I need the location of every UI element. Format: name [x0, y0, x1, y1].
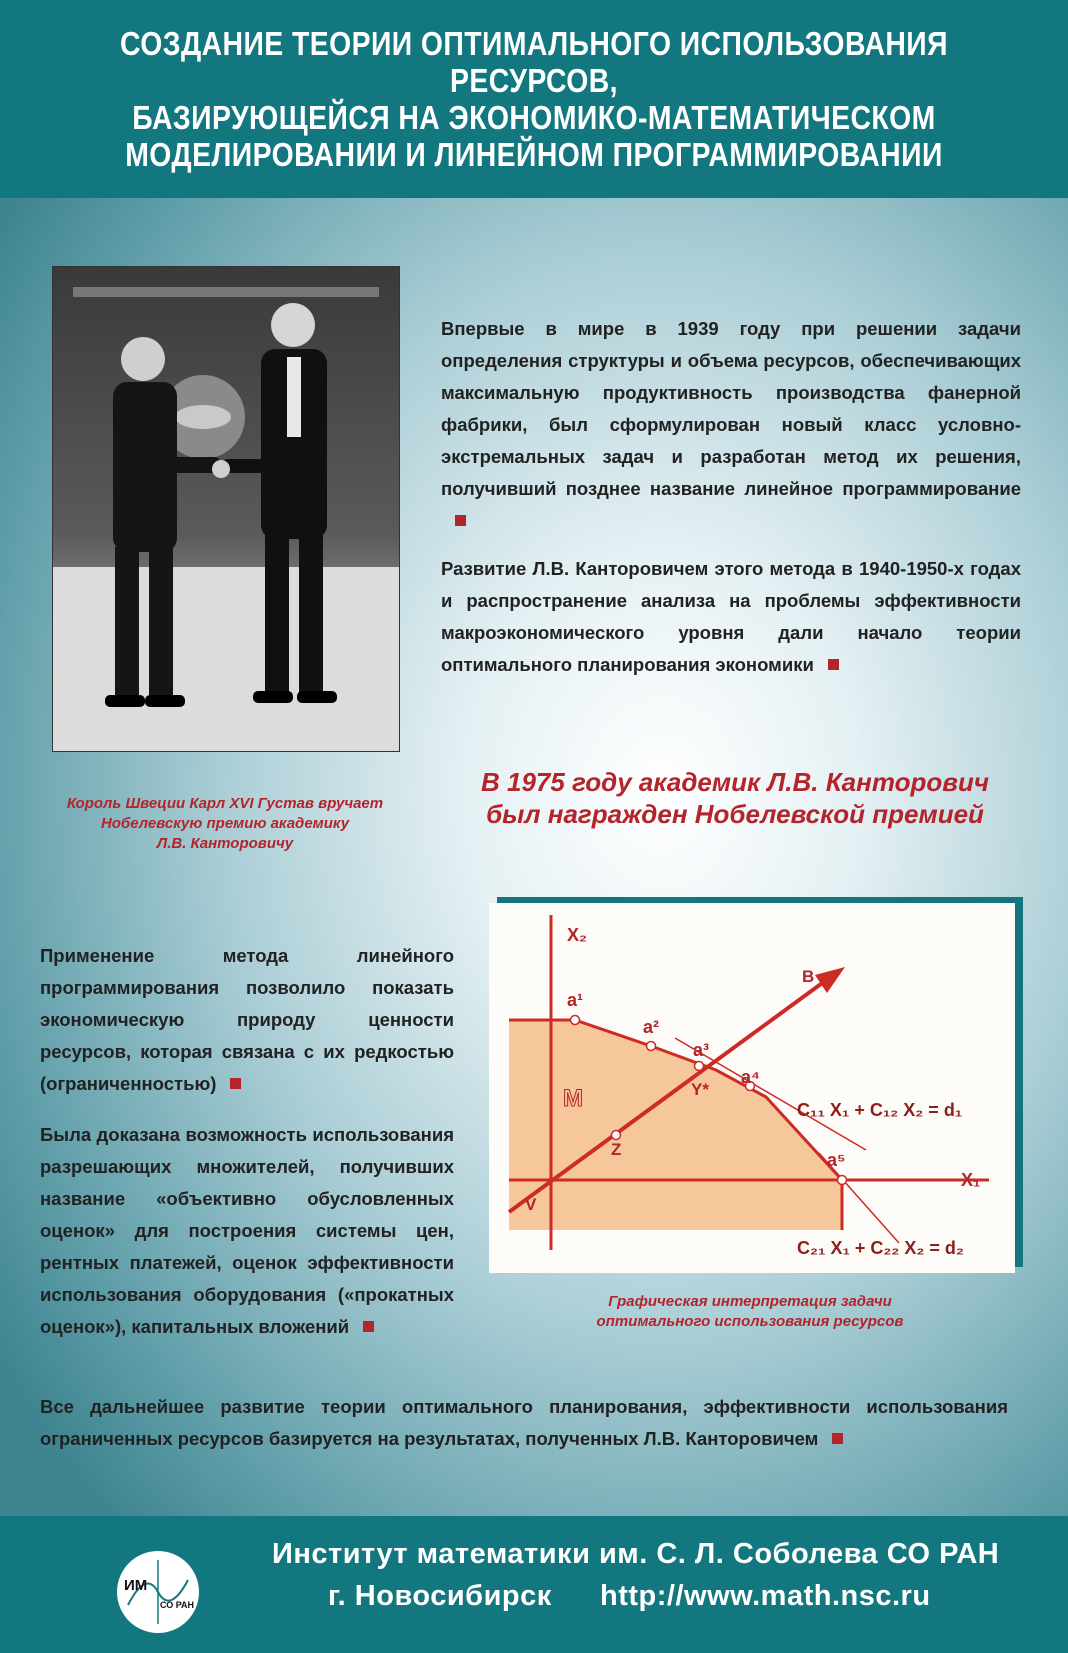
paragraph-linear-programming-origin [441, 313, 1021, 537]
page-title [75, 25, 993, 173]
logo-text-top: ИМ [124, 1577, 148, 1594]
paragraph-resolving-multipliers [40, 1119, 454, 1343]
vector-b-label: B [802, 967, 815, 986]
prize-line-1: В 1975 году академик Л.В. Канторович [480, 767, 989, 797]
arrowhead-icon [815, 967, 845, 993]
header-banner [0, 0, 1068, 198]
vertex-a5 [838, 1176, 847, 1185]
logo-text-bottom: СО РАН [160, 1600, 194, 1610]
bullet-square-icon [363, 1321, 374, 1332]
x1-axis-label: X₁ [961, 1170, 981, 1190]
equation-2: C₂₁ X₁ + C₂₂ X₂ = d₂ [797, 1238, 964, 1258]
photo-caption [40, 794, 410, 854]
v-label: V [525, 1195, 537, 1214]
equation-1: C₁₁ X₁ + C₁₂ X₂ = d₁ [797, 1100, 963, 1120]
lp-graph-panel [489, 903, 1015, 1273]
bullet-square-icon [230, 1078, 241, 1089]
vertex-a2 [647, 1042, 656, 1051]
paragraph-resource-value [40, 940, 454, 1100]
graph-caption-line-1: Графическая интерпретация задачи [608, 1293, 892, 1310]
a2-label: a² [643, 1017, 660, 1037]
paragraph-method-development [441, 553, 1021, 681]
graph-caption-line-2: оптимального использования ресурсов [596, 1313, 904, 1330]
a3-label: a³ [693, 1040, 710, 1060]
institute-url-link[interactable]: http://www.math.nsc.ru [600, 1580, 931, 1612]
m-region-label: M [563, 1085, 583, 1112]
photo-caption-line-1: Король Швеции Карл XVI Густав вручает [66, 795, 384, 812]
a1-label: a¹ [567, 990, 584, 1010]
x2-axis-label: X₂ [567, 925, 588, 945]
graph-caption [530, 1292, 970, 1332]
prize-line-2: был награжден Нобелевской премией [486, 799, 984, 829]
bullet-square-icon [828, 659, 839, 670]
footer-city: г. Новосибирск [328, 1580, 552, 1612]
paragraph-conclusion [40, 1391, 1008, 1455]
a5-label: a⁵ [827, 1150, 846, 1170]
a4-label: a⁴ [741, 1067, 760, 1087]
title-line-2: БАЗИРУЮЩЕЙСЯ НА ЭКОНОМИКО-МАТЕМАТИЧЕСКОМ [132, 99, 936, 136]
photo-caption-line-3: Л.В. Канторовичу [156, 835, 294, 852]
paragraph-2-text: Развитие Л.В. Канторовичем этого метода в 1940-1950-х годах и распространение анализа на проблемы эффективности макроэкономического уровня дали начало теории оптимального планирования экономики [441, 558, 1021, 675]
institute-name: Институт математики им. С. Л. Соболева СО РАН [272, 1538, 1000, 1570]
bullet-square-icon [455, 515, 466, 526]
nobel-prize-statement [430, 766, 1040, 830]
title-line-1: СОЗДАНИЕ ТЕОРИИ ОПТИМАЛЬНОГО ИСПОЛЬЗОВАНИЯ РЕСУРСОВ, [120, 25, 948, 99]
institute-logo [116, 1550, 200, 1634]
y-star-label: Y* [691, 1080, 709, 1099]
point-z [612, 1131, 621, 1140]
bullet-square-icon [832, 1433, 843, 1444]
vertex-a1 [571, 1016, 580, 1025]
vertex-a3 [695, 1062, 704, 1071]
paragraph-5-text: Все дальнейшее развитие теории оптимального планирования, эффективности использования ограниченных ресурсов базируется на результатах, полученных Л.В. Канторовичем [40, 1396, 1008, 1449]
paragraph-4-text: Была доказана возможность использования разрешающих множителей, получивших название «объективно обусловленных оценок» для построения системы цен, рентных платежей, оценок эффективности использования оборудования («прокатных оценок»), капитальных вложений [40, 1124, 454, 1337]
title-line-3: МОДЕЛИРОВАНИИ И ЛИНЕЙНОМ ПРОГРАММИРОВАНИИ [125, 136, 943, 173]
lp-graph [489, 903, 1015, 1273]
photo-caption-line-2: Нобелевскую премию академику [100, 815, 350, 832]
paragraph-3-text: Применение метода линейного программирования позволило показать экономическую природу ценности ресурсов, которая связана с их редкостью (ограниченностью) [40, 945, 454, 1094]
z-label: Z [611, 1140, 622, 1159]
paragraph-1-text: Впервые в мире в 1939 году при решении задачи определения структуры и объема ресурсов, обеспечивающих максимальную продуктивность производства фанерной фабрики, был сформулирован новый класс условно-экстремальных задач и разработан метод их решения, получивший позднее название линейное программирование [441, 318, 1021, 499]
nobel-ceremony-photo [52, 266, 400, 752]
